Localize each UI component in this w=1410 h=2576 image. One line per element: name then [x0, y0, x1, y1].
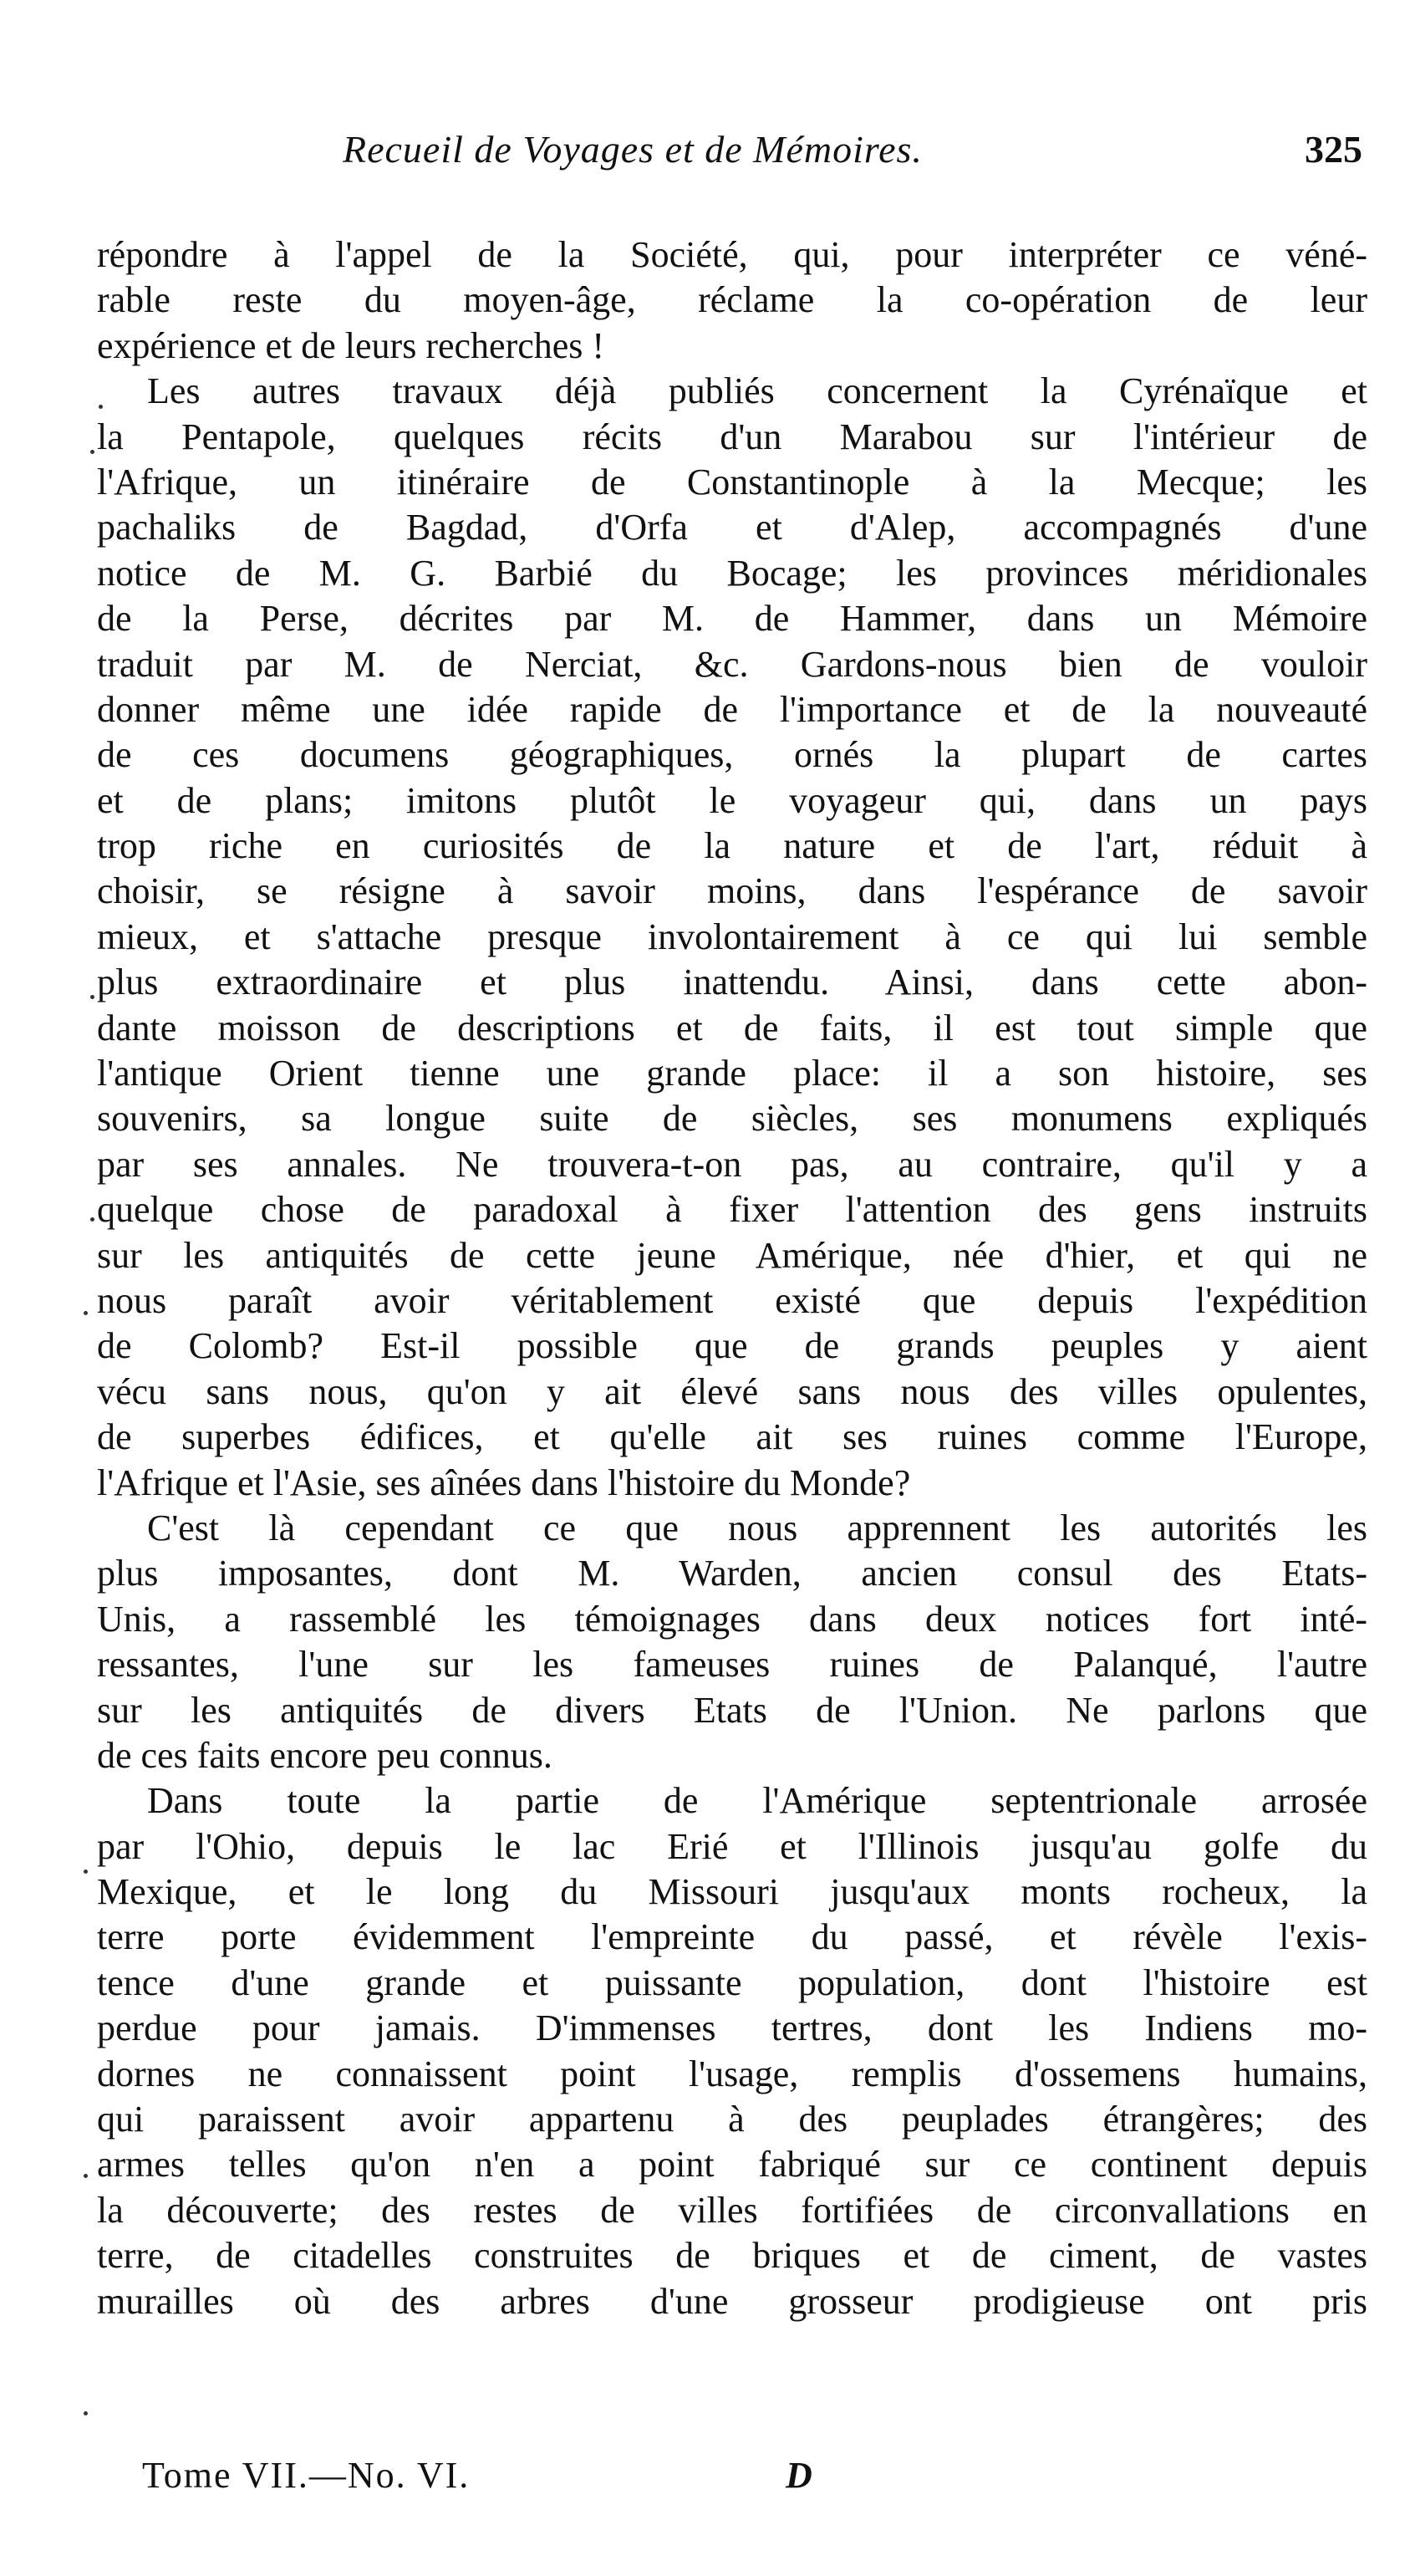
text-line: traduit par M. de Nerciat, &c. Gardons-nous bien de vouloir — [97, 643, 1367, 685]
page-footer — [142, 2454, 1145, 2504]
text-line: plus imposantes, dont M. Warden, ancien consul des Etats- — [97, 1553, 1367, 1594]
text-line: pachaliks de Bagdad, d'Orfa et d'Alep, accompagnés d'une — [97, 507, 1367, 548]
text-line: Unis, a rassemblé les témoignages dans deux notices fort inté- — [97, 1598, 1367, 1640]
text-line: terre, de citadelles construites de briques et de ciment, de vastes — [97, 2235, 1367, 2277]
signature-mark: D — [786, 2455, 812, 2496]
text-line: la Pentapole, quelques récits d'un Marabou sur l'intérieur de — [97, 416, 1367, 457]
text-line: Mexique, et le long du Missouri jusqu'aux monts rocheux, la — [97, 1871, 1367, 1913]
text-line: répondre à l'appel de la Société, qui, pour interpréter ce véné- — [97, 234, 1367, 275]
text-line: l'Afrique et l'Asie, ses aînées dans l'histoire du Monde? — [97, 1461, 911, 1503]
text-line: tence d'une grande et puissante population, dont l'histoire est — [97, 1961, 1367, 2003]
text-line: mieux, et s'attache presque involontairement à ce qui lui semble — [97, 916, 1367, 957]
text-line: souvenirs, sa longue suite de siècles, ses monumens expliqués — [97, 1098, 1367, 1140]
text-line: par ses annales. Ne trouvera-t-on pas, au contraire, qu'il y a — [97, 1143, 1367, 1185]
margin-dot — [99, 405, 103, 409]
text-line: plus extraordinaire et plus inattendu. Ainsi, dans cette abon- — [97, 962, 1367, 1003]
text-line: de ces documens géographiques, ornés la plupart de cartes — [97, 734, 1367, 776]
text-line: de ces faits encore peu connus. — [97, 1734, 552, 1776]
text-line: C'est là cependant ce que nous apprennent les autorités les — [147, 1507, 1367, 1548]
text-line: sur les antiquités de cette jeune Amérique, née d'hier, et qui ne — [97, 1234, 1367, 1276]
running-title: Recueil de Voyages et de Mémoires. — [343, 128, 923, 171]
text-line: Les autres travaux déjà publiés concernent la Cyrénaïque et — [147, 370, 1367, 412]
body-text — [97, 232, 1367, 2324]
text-line: dornes ne connaissent point l'usage, remplis d'ossemens humains, — [97, 2053, 1367, 2094]
text-line: l'antique Orient tienne une grande place: il a son histoire, ses — [97, 1053, 1367, 1094]
margin-dot — [90, 450, 94, 454]
text-line: qui paraissent avoir appartenu à des peuplades étrangères; des — [97, 2099, 1367, 2140]
margin-dot — [84, 1311, 88, 1315]
text-line: de superbes édifices, et qu'elle ait ses ruines comme l'Europe, — [97, 1416, 1367, 1458]
text-line: perdue pour jamais. D'immenses tertres, dont les Indiens mo- — [97, 2007, 1367, 2049]
text-line: choisir, se résigne à savoir moins, dans l'espérance de savoir — [97, 870, 1367, 912]
text-line: donner même une idée rapide de l'importance et de la nouveauté — [97, 688, 1367, 730]
margin-dot — [90, 995, 94, 999]
text-line: dante moisson de descriptions et de faits, il est tout simple que — [97, 1007, 1367, 1048]
margin-dot — [90, 1217, 94, 1222]
text-line: et de plans; imitons plutôt le voyageur qui, dans un pays — [97, 779, 1367, 821]
text-line: vécu sans nous, qu'on y ait élevé sans nous des villes opulentes, — [97, 1370, 1367, 1412]
text-line: expérience et de leurs recherches ! — [97, 324, 605, 366]
text-line: quelque chose de paradoxal à fixer l'attention des gens instruits — [97, 1189, 1367, 1231]
margin-dot — [84, 2174, 88, 2178]
volume-line: Tome VII.—No. VI. — [142, 2455, 471, 2496]
text-line: par l'Ohio, depuis le lac Erié et l'Illinois jusqu'au golfe du — [97, 1825, 1367, 1867]
text-line: rable reste du moyen-âge, réclame la co-opération de leur — [97, 279, 1367, 321]
text-line: terre porte évidemment l'empreinte du passé, et révèle l'exis- — [97, 1916, 1367, 1958]
text-line: de la Perse, décrites par M. de Hammer, dans un Mémoire — [97, 598, 1367, 640]
text-line: nous paraît avoir véritablement existé que depuis l'expédition — [97, 1279, 1367, 1321]
text-line: la découverte; des restes de villes fortifiées de circonvallations en — [97, 2189, 1367, 2231]
running-head — [100, 127, 1362, 186]
text-line: de Colomb? Est-il possible que de grands peuples y aient — [97, 1325, 1367, 1367]
text-line: notice de M. G. Barbié du Bocage; les provinces méridionales — [97, 552, 1367, 594]
margin-dot — [84, 1870, 88, 1874]
text-line: armes telles qu'on n'en a point fabriqué sur ce continent depuis — [97, 2144, 1367, 2186]
text-line: Dans toute la partie de l'Amérique septentrionale arrosée — [147, 1780, 1367, 1822]
margin-dot — [84, 2411, 88, 2415]
text-line: ressantes, l'une sur les fameuses ruines de Palanqué, l'autre — [97, 1644, 1367, 1686]
text-line: sur les antiquités de divers Etats de l'Union. Ne parlons que — [97, 1689, 1367, 1731]
page-number: 325 — [1305, 128, 1362, 171]
text-line: l'Afrique, un itinéraire de Constantinople à la Mecque; les — [97, 461, 1367, 502]
text-line: trop riche en curiosités de la nature et de l'art, réduit à — [97, 825, 1367, 867]
text-line: murailles où des arbres d'une grosseur prodigieuse ont pris — [97, 2280, 1367, 2322]
